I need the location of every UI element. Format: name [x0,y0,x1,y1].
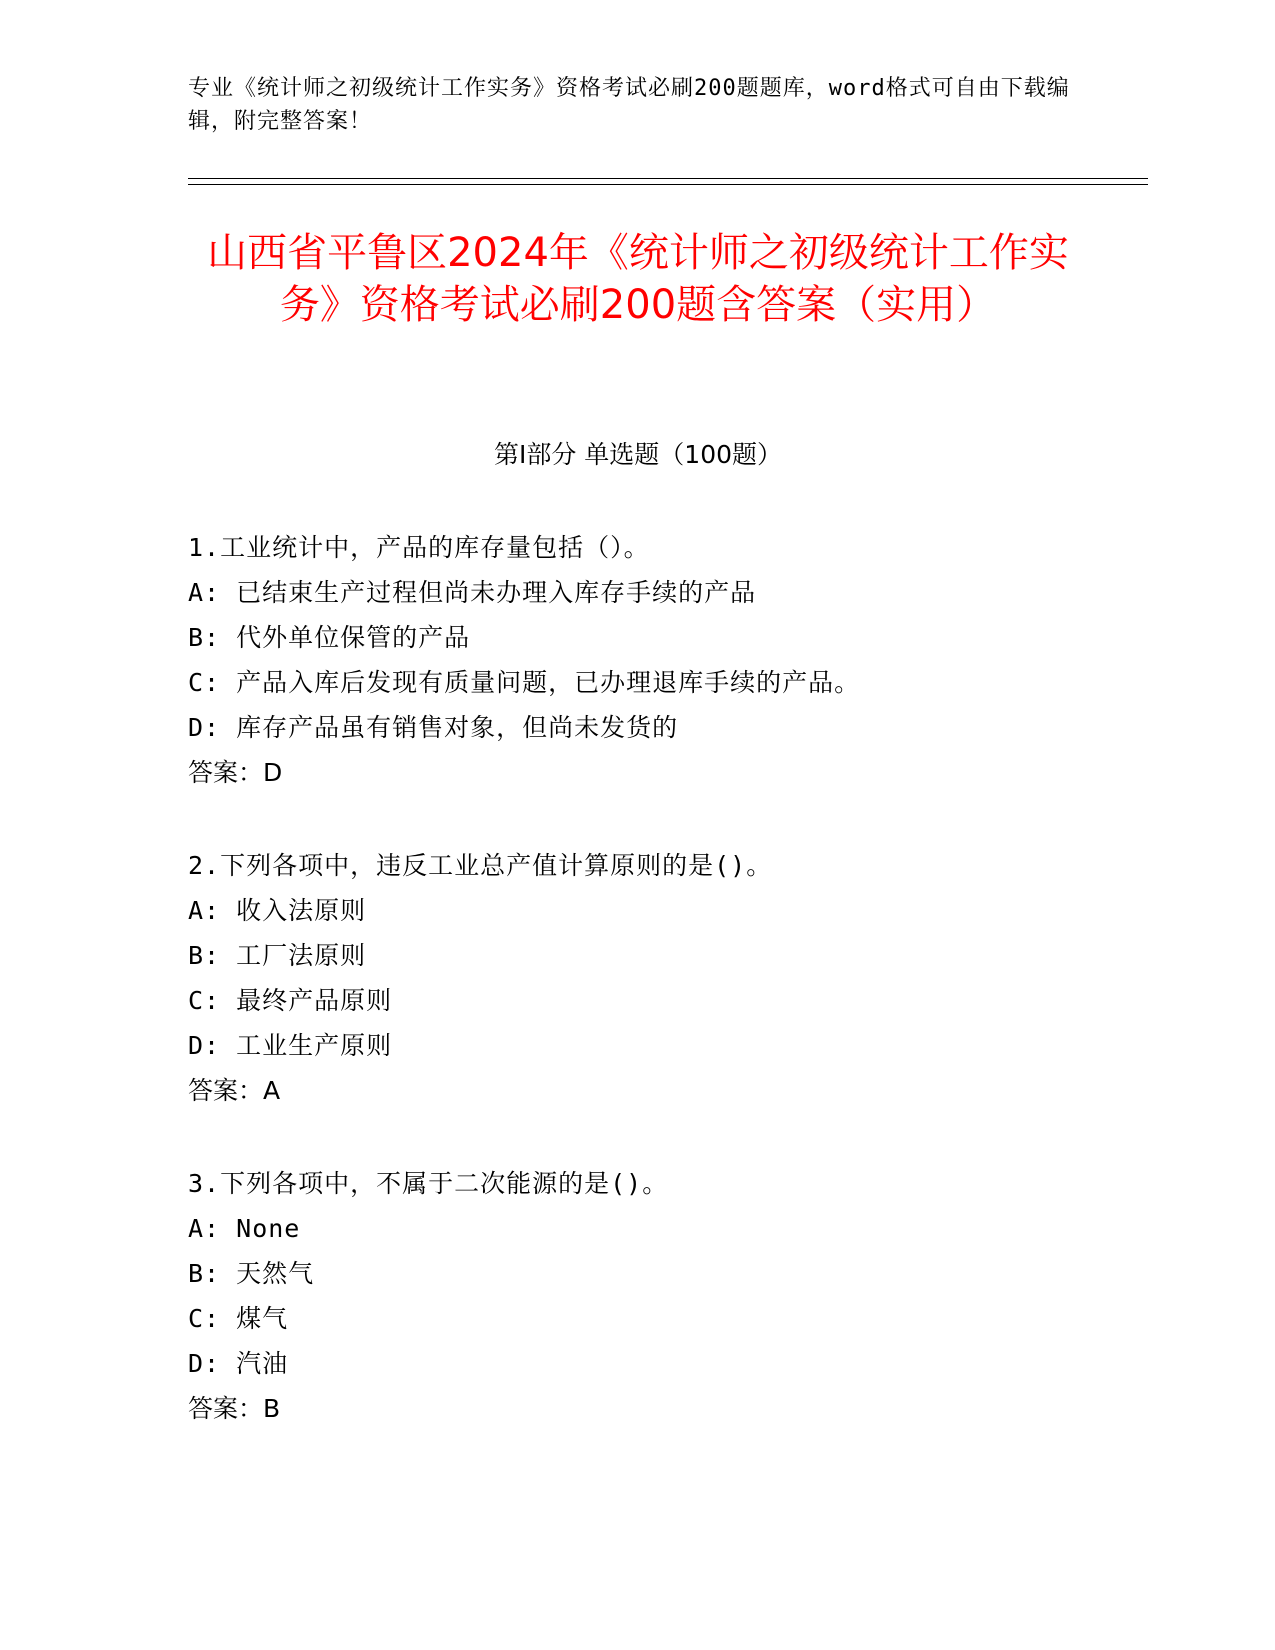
option-a: A: None [188,1214,301,1243]
answer: 答案：B [188,1394,281,1423]
option-c: C: 最终产品原则 [188,986,393,1015]
header-divider-bottom [188,184,1148,185]
option-c: C: 煤气 [188,1304,289,1333]
option-a: A: 已结束生产过程但尚未办理入库存手续的产品 [188,578,757,607]
option-b: B: 代外单位保管的产品 [188,623,471,652]
option-b: B: 工厂法原则 [188,941,367,970]
section-heading: 第I部分 单选题（100题） [493,440,783,469]
question-3 [188,1161,1148,1431]
question-2 [188,843,1148,1113]
answer: 答案：D [188,758,283,787]
document-title: 山西省平鲁区2024年《统计师之初级统计工作实务》资格考试必刷200题含答案（实用） [207,230,1069,328]
header-divider-top [188,178,1148,179]
option-d: D: 工业生产原则 [188,1031,393,1060]
option-b: B: 天然气 [188,1259,315,1288]
option-d: D: 库存产品虽有销售对象，但尚未发货的 [188,713,679,742]
question-stem: 1.工业统计中，产品的库存量包括（）。 [188,533,650,562]
option-d: D: 汽油 [188,1349,289,1378]
question-stem: 2.下列各项中，违反工业总产值计算原则的是()。 [188,851,773,880]
question-1 [188,525,1148,795]
option-a: A: 收入法原则 [188,896,367,925]
header-note: 专业《统计师之初级统计工作实务》资格考试必刷200题题库，word格式可自由下载编辑，附完整答案！ [188,76,1070,134]
option-c: C: 产品入库后发现有质量问题，已办理退库手续的产品。 [188,668,861,697]
question-stem: 3.下列各项中，不属于二次能源的是()。 [188,1169,669,1198]
answer: 答案：A [188,1076,281,1105]
